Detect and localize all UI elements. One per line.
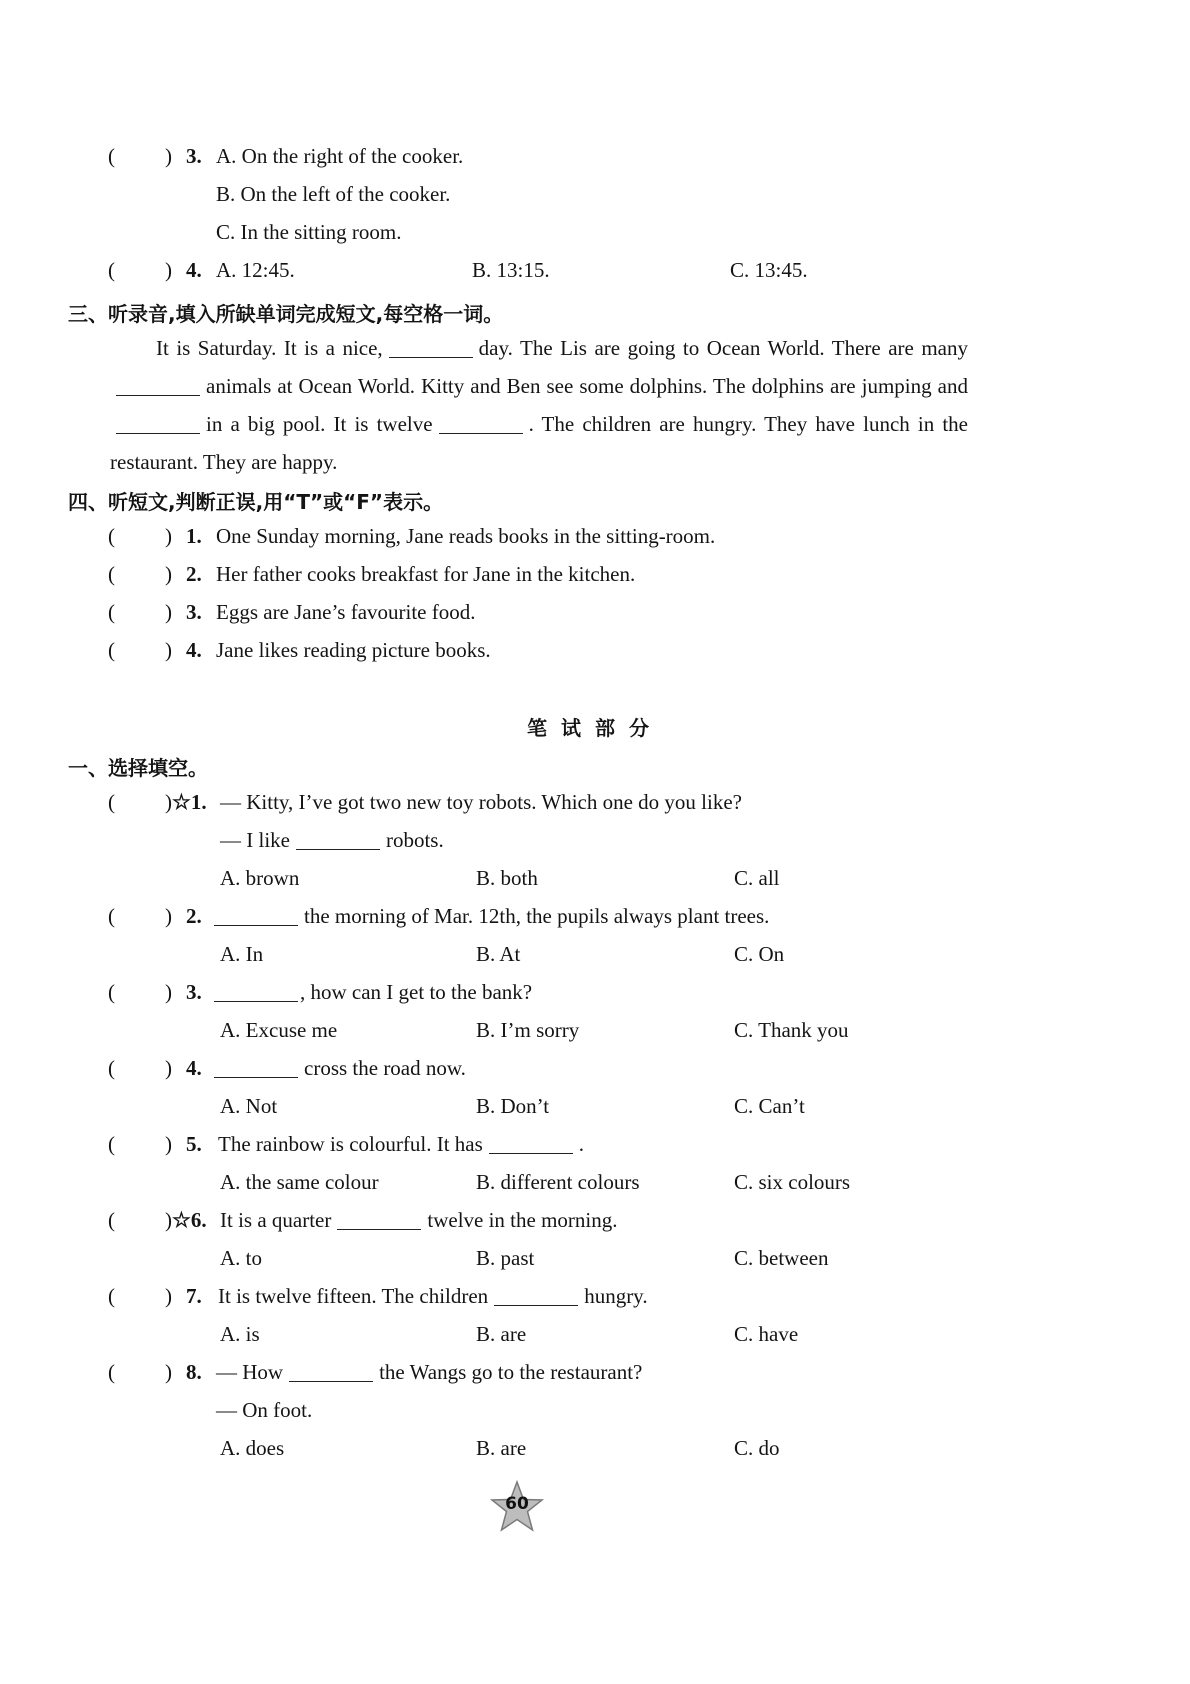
option-a: A. Excuse me — [220, 1018, 338, 1042]
answer-bracket: ( — [108, 790, 115, 814]
answer-bracket: ) — [165, 1360, 172, 1384]
answer-bracket: ) — [165, 600, 172, 624]
question-text: the Wangs go to the restaurant? — [379, 1360, 643, 1384]
question-number: 2. — [186, 562, 202, 586]
section-heading: 一、选择填空。 — [68, 756, 208, 780]
statement-text: Her father cooks breakfast for Jane in the kitchen. — [216, 562, 636, 586]
answer-bracket: ) — [165, 790, 172, 814]
answer-blank[interactable] — [389, 337, 473, 358]
option-a: A. the same colour — [220, 1170, 379, 1194]
answer-bracket: ( — [108, 638, 115, 662]
answer-bracket: ( — [108, 258, 115, 282]
answer-bracket: ) — [165, 904, 172, 928]
question-text: — On foot. — [216, 1398, 313, 1422]
question-text: the morning of Mar. 12th, the pupils always plant trees. — [304, 904, 770, 928]
question-number: ☆6. — [172, 1208, 207, 1232]
answer-blank[interactable] — [494, 1285, 578, 1306]
answer-blank[interactable] — [296, 829, 380, 850]
answer-bracket: ) — [165, 1132, 172, 1156]
option-a: A. to — [220, 1246, 262, 1270]
question-text: — Kitty, I’ve got two new toy robots. Which one do you like? — [220, 790, 742, 814]
section-heading: 四、听短文,判断正误,用“T”或“F”表示。 — [68, 490, 444, 514]
question-text: . — [578, 1132, 585, 1156]
question-number: 5. — [186, 1132, 202, 1156]
answer-bracket: ) — [165, 1208, 172, 1232]
section-title: 笔试部分 — [527, 716, 663, 740]
question-text: robots. — [385, 828, 444, 852]
option-c: C. On — [734, 942, 785, 966]
answer-bracket: ( — [108, 904, 115, 928]
question-number: 3. — [186, 980, 202, 1004]
statement-text: Eggs are Jane’s favourite food. — [216, 600, 476, 624]
option-b: B. At — [476, 942, 521, 966]
answer-blank[interactable] — [116, 413, 200, 434]
answer-blank[interactable] — [214, 905, 298, 926]
option-b: B. I’m sorry — [476, 1018, 580, 1042]
answer-bracket: ) — [165, 1284, 172, 1308]
option-a: A. does — [220, 1436, 285, 1460]
option-c: C. six colours — [734, 1170, 851, 1194]
option-a: A. is — [220, 1322, 260, 1346]
page-number-badge — [489, 1480, 545, 1534]
answer-bracket: ) — [165, 980, 172, 1004]
answer-blank[interactable] — [439, 413, 523, 434]
option-b: B. Don’t — [476, 1094, 550, 1118]
answer-blank[interactable] — [214, 981, 298, 1002]
section-heading: 三、听录音,填入所缺单词完成短文,每空格一词。 — [68, 302, 504, 326]
answer-bracket: ( — [108, 1360, 115, 1384]
question-number: 4. — [186, 258, 202, 282]
answer-bracket: ) — [165, 638, 172, 662]
passage-text: animals at Ocean World. Kitty and Ben see some dolphins. The dolphins are jumping and — [206, 374, 968, 398]
option-a: A. 12:45. — [216, 258, 295, 282]
option-c: C. between — [734, 1246, 829, 1270]
question-number: 4. — [186, 638, 202, 662]
question-number: 7. — [186, 1284, 202, 1308]
answer-blank[interactable] — [116, 375, 200, 396]
question-number: 2. — [186, 904, 202, 928]
answer-bracket: ( — [108, 1056, 115, 1080]
option-b: B. both — [476, 866, 538, 890]
option-a: A. In — [220, 942, 264, 966]
option-b: B. are — [476, 1322, 527, 1346]
option-c: C. In the sitting room. — [216, 220, 402, 244]
option-b: B. past — [476, 1246, 535, 1270]
passage-text: It is Saturday. It is a nice, — [156, 336, 383, 360]
answer-bracket: ) — [165, 258, 172, 282]
passage-text: day. The Lis are going to Ocean World. There are many — [478, 336, 968, 360]
option-b: B. different colours — [476, 1170, 640, 1194]
answer-bracket: ) — [165, 562, 172, 586]
statement-text: Jane likes reading picture books. — [216, 638, 491, 662]
answer-blank[interactable] — [289, 1361, 373, 1382]
answer-bracket: ( — [108, 524, 115, 548]
answer-bracket: ( — [108, 1208, 115, 1232]
option-c: C. do — [734, 1436, 780, 1460]
option-a: A. brown — [220, 866, 300, 890]
passage-text: . The children are hungry. They have lunch in the restaurant. They are happy. — [110, 412, 968, 474]
question-number: 1. — [186, 524, 202, 548]
cloze-passage — [110, 329, 968, 481]
question-text: It is a quarter — [220, 1208, 332, 1232]
question-number: 8. — [186, 1360, 202, 1384]
answer-bracket: ( — [108, 980, 115, 1004]
option-b: B. On the left of the cooker. — [216, 182, 451, 206]
answer-blank[interactable] — [337, 1209, 421, 1230]
question-text: — How — [216, 1360, 284, 1384]
question-number: 3. — [186, 144, 202, 168]
option-a: A. On the right of the cooker. — [216, 144, 464, 168]
question-number: ☆1. — [172, 790, 207, 814]
answer-bracket: ) — [165, 1056, 172, 1080]
option-c: C. have — [734, 1322, 799, 1346]
option-c: C. 13:45. — [730, 258, 808, 282]
question-number: 3. — [186, 600, 202, 624]
answer-bracket: ( — [108, 600, 115, 624]
answer-bracket: ( — [108, 1132, 115, 1156]
option-c: C. Thank you — [734, 1018, 849, 1042]
answer-bracket: ( — [108, 562, 115, 586]
option-b: B. 13:15. — [472, 258, 550, 282]
question-text: It is twelve fifteen. The children — [218, 1284, 489, 1308]
option-a: A. Not — [220, 1094, 278, 1118]
question-text: twelve in the morning. — [427, 1208, 618, 1232]
answer-bracket: ( — [108, 144, 115, 168]
question-text: , how can I get to the bank? — [300, 980, 533, 1004]
question-text: cross the road now. — [304, 1056, 466, 1080]
question-text: hungry. — [584, 1284, 648, 1308]
page-number: 60 — [505, 1494, 529, 1514]
option-b: B. are — [476, 1436, 527, 1460]
answer-blank[interactable] — [489, 1133, 573, 1154]
answer-bracket: ) — [165, 144, 172, 168]
option-c: C. Can’t — [734, 1094, 805, 1118]
answer-bracket: ( — [108, 1284, 115, 1308]
statement-text: One Sunday morning, Jane reads books in the sitting-room. — [216, 524, 716, 548]
question-text: The rainbow is colourful. It has — [218, 1132, 483, 1156]
answer-blank[interactable] — [214, 1057, 298, 1078]
passage-text: in a big pool. It is twelve — [206, 412, 433, 436]
question-text: — I like — [220, 828, 290, 852]
option-c: C. all — [734, 866, 780, 890]
answer-bracket: ) — [165, 524, 172, 548]
question-number: 4. — [186, 1056, 202, 1080]
